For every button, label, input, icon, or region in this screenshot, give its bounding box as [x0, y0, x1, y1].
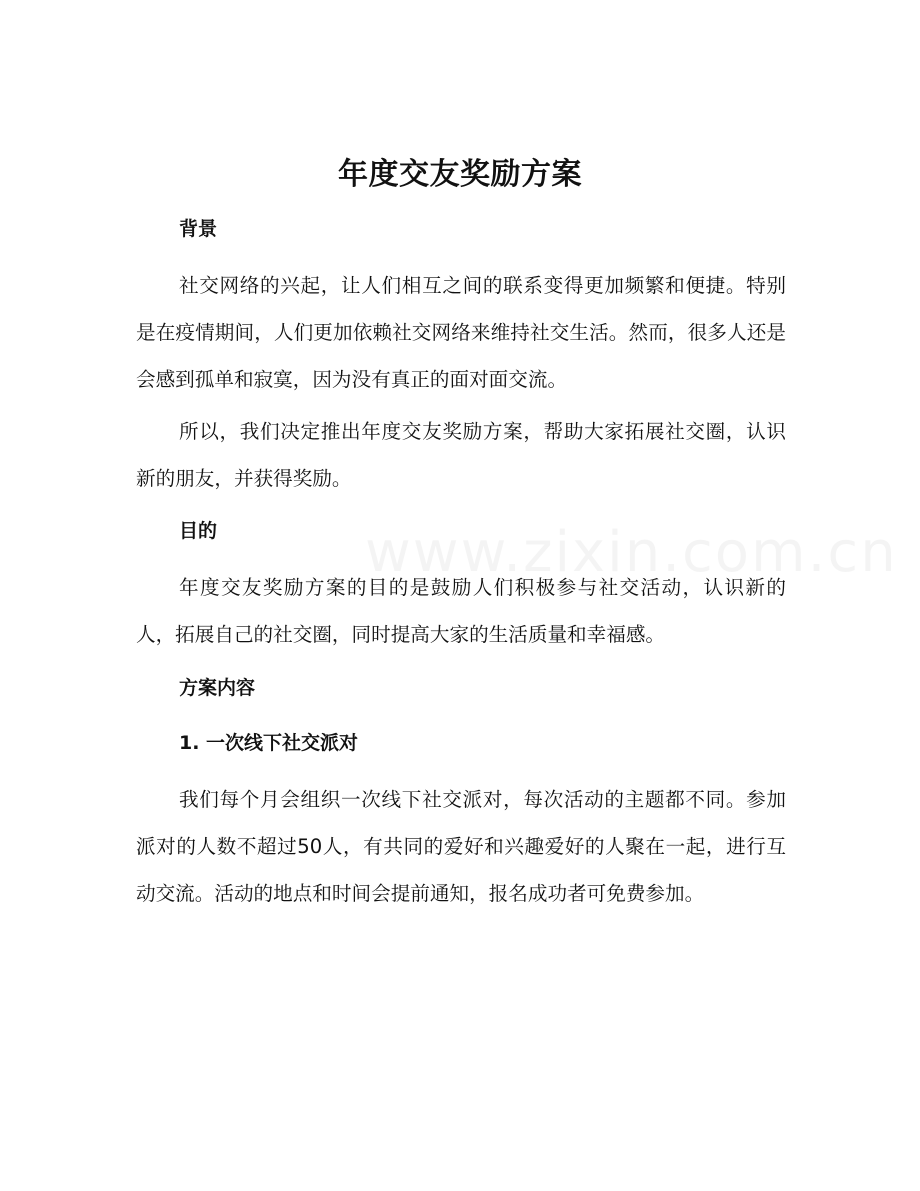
section-heading-background: 背景: [179, 218, 218, 240]
paragraph-purpose-1: 年度交友奖励方案的目的是鼓励人们积极参与社交活动，认识新的人，拓展自己的社交圈，同时提高大家的生活质量和幸福感。: [136, 576, 786, 646]
paragraph-background-1: 社交网络的兴起，让人们相互之间的联系变得更加频繁和便捷。特别是在疫情期间，人们更加依赖社交网络来维持社交生活。然而，很多人还是会感到孤单和寂寞，因为没有真正的面对面交流。: [136, 274, 786, 391]
section-heading-content: 方案内容: [179, 677, 256, 699]
section-heading-purpose: 目的: [179, 520, 218, 542]
document-title: 年度交友奖励方案: [338, 157, 582, 192]
paragraph-party-1: 我们每个月会组织一次线下社交派对，每次活动的主题都不同。参加派对的人数不超过50人，有共同的爱好和兴趣爱好的人聚在一起，进行互动交流。活动的地点和时间会提前通知，报名成功者可免费参加。: [136, 788, 786, 905]
subsection-heading-party: 1. 一次线下社交派对: [179, 732, 359, 754]
paragraph-background-2: 所以，我们决定推出年度交友奖励方案，帮助大家拓展社交圈，认识新的朋友，并获得奖励。: [136, 420, 786, 490]
